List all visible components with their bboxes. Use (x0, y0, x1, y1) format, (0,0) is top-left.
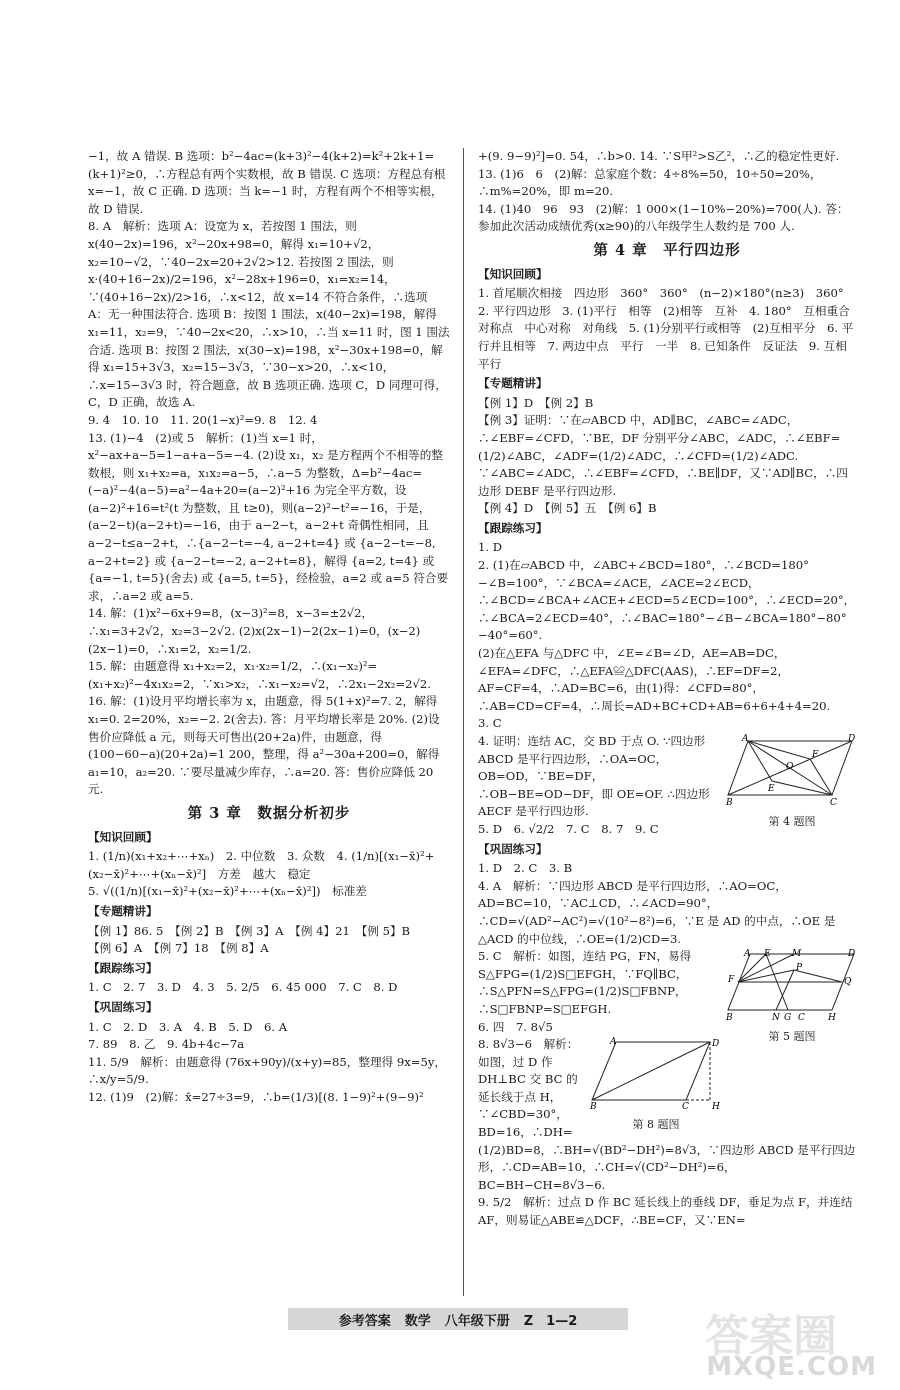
footer-grade: 八年级下册 (444, 1313, 510, 1329)
figure-5-caption: 第 5 题图 (768, 1029, 816, 1043)
section-heading: 【专题精讲】 (88, 903, 158, 918)
svg-text:P: P (796, 963, 803, 974)
svg-text:G: G (784, 1013, 792, 1024)
answer-13: 13. (1)−4 (2)或 5 解析：(1)当 x=1 时，x²−ax+a−5=1−a+a−5=−4. (2)设 x₁，x₂ 是方程两个不相等的整数根，则 x₁+x₂=a，x₁x₂=a−5，∴a−5 为整数，Δ=b²−4ac=(−a)²−4(a−5)=a²−4a+20=(a−2)²+16 为完全平方数，设(a−2)²+16=t²(t 为整数，且 t≥0)，则(a−2)²−t²=−16，于是，(a−2−t)(a−2+t)=−16，由于 a−2−t，a−2+t 奇偶性相同，且 a−2−t≤a−2+t，∴{a−2−t=−4, a−2+t=4} 或 {a−2−t=−8, a−2+t=2} 或 {a−2−t=−2, a−2+t=8}，解得 {a=2, t=4} 或 {a=−1, t=5}(舍去) 或 {a=5, t=5}，经检验，a=2 或 a=5 符合要求，∴a=2 或 a=5. (88, 430, 449, 603)
svg-text:F: F (728, 975, 735, 986)
consolidation-answers: 1. D 2. C 3. B (478, 861, 573, 876)
practice-answer: 3. C (478, 716, 502, 731)
consolidation-answer-8: 8. 8√3−6 解析：如图，过 D 作 DH⊥BC 交 BC 的延长线于点 H，∵∠CBD=30°，BD=16，∴DH=(1/2)BD=8，∴BH=√(BD²−DH²)=8√3，∵四边形 ABCD 是平行四边形，∴CD=AB=10，∴CH=√(CD²−DH²)=6，BC=BH−CH=8√3−6. (478, 1037, 856, 1192)
consolidation-answer-5: 5. C 解析：如图，连结 PG，FN，易得 S△FPG=(1/2)S□EFGH，∵FQ∥BC，∴S△PFN=S△FPG=(1/2)S□FBNP，∴S□FBNP=S□EFGH. (478, 949, 692, 1016)
svg-text:F: F (812, 750, 819, 760)
section-heading: 【跟踪练习】 (88, 960, 158, 975)
consolidation-answers: 7. 89 8. 乙 9. 4b+4c−7a (88, 1037, 245, 1052)
svg-text:Q: Q (844, 977, 852, 988)
parallelogram-figure (728, 735, 856, 807)
practice-answers: 5. D 6. √2/2 7. C 8. 7 9. C (478, 821, 659, 836)
review-answers: 1. (1/n)(x₁+x₂+⋯+xₙ) 2. 中位数 3. 众数 4. (1/n)[(x₁−x̄)²+(x₂−x̄)²+⋯+(xₙ−x̄)²] 方差 越大 稳定 (88, 849, 435, 881)
parallelogram-figure (728, 950, 856, 1022)
figure-5 (728, 950, 856, 1045)
svg-text:A: A (610, 1037, 617, 1048)
left-column (88, 148, 450, 1106)
watermark-site: MXQE.COM (706, 1352, 877, 1382)
parallelogram-figure (590, 1037, 720, 1113)
consolidation-answers: 11. 5/9 解析：由题意得 (76x+90y)/(x+y)=85，整理得 9x=5y，∴x/y=5/9. (88, 1054, 447, 1087)
example-answers: 【例 6】A 【例 7】18 【例 8】A (88, 941, 269, 956)
practice-answer-2: 2. (1)在▱ABCD 中，∠ABC+∠BCD=180°，∴∠BCD=180°−∠B=100°，∵∠BCA=∠ACE，∠ACE=2∠ECD，∴∠BCD=∠BCA+∠ACE+∠ECD=5∠ECD=100°，∴∠ECD=20°，∴∠BCA=2∠ECD=40°，∴∠BAC=180°−∠B−∠BCA=180°−80°−40°=60°. (478, 558, 856, 643)
svg-text:B: B (726, 1013, 733, 1024)
practice-answer: 1. D (478, 540, 503, 555)
figure-4-caption: 第 4 题图 (768, 814, 816, 828)
answer-14: 14. (1)40 96 93 (2)解：1 000×(1−10%−20%)=700(人). 答：参加此次活动成绩优秀(x≥90)的八年级学生人数约是 700 人. (478, 201, 849, 234)
footer-label: 参考答案 (338, 1313, 391, 1329)
answer-16: 16. 解：(1)设月平均增长率为 x，由题意，得 5(1+x)²=7. 2，解得 x₁=0. 2=20%，x₂=−2. 2(舍去). 答：月平均增长率是 20%. (2)设售价应降低 a 元，则每天可售出(20+2a)件，由题意，得(100−60−a)(20+2a)=1 200，整理，得 a²−30a+200=0，解得 a₁=10，a₂=20. ∵要尽量减少库存，∴a=20. 答：售价应降低 20 元. (88, 694, 440, 797)
svg-text:D: D (712, 1039, 720, 1050)
answers-9-12: 9. 4 10. 10 11. 20(1−x)²=9. 8 12. 4 (88, 412, 318, 427)
practice-answer-4: 4. 证明：连结 AC，交 BD 于点 O. ∵四边形 ABCD 是平行四边形，∴OA=OC，OB=OD，∵BE=DF，∴OB−BE=OD−DF，即 OE=OF. ∴四边形 AECF 是平行四边形. (478, 734, 710, 819)
consolidation-answers: 12. (1)9 (2)解：x̄=27÷3=9，∴b=(1/3)[(8. 1−9)²+(9−9)² (88, 1089, 424, 1104)
consolidation-answer-9: 9. 5/2 解析：过点 D 作 BC 延长线上的垂线 DF，垂足为点 F，并连结 AF，则易证△ABE≌△DCF，∴BE=CF，又∵EN= (478, 1195, 853, 1228)
svg-text:H: H (828, 1013, 836, 1024)
section-heading: 【知识回顾】 (88, 829, 158, 844)
svg-text:B: B (726, 798, 733, 808)
section-heading: 【专题精讲】 (478, 376, 548, 391)
section-heading: 【巩固练习】 (88, 999, 158, 1014)
footer-page-code: Z 1—2 (523, 1313, 578, 1329)
example-answers: 【例 1】D 【例 2】B (478, 395, 594, 410)
consolidation-answers: 1. C 2. D 3. A 4. B 5. D 6. A (88, 1019, 288, 1034)
review-answers: 1. 首尾顺次相接 四边形 360° 360° (n−2)×180°(n≥3) 360° 2. 平行四边形 3. (1)平行 相等 (2)相等 互补 4. 180° 互相重合 对称点 中心对称 对角线 5. (1)分别平行或相等 (2)互相平分 6. 平行并且相等 7. 两边中点 平行 一半 8. 已知条件 反证法 9. 互相平行 (478, 286, 862, 371)
svg-text:C: C (798, 1013, 805, 1024)
right-column (478, 148, 862, 1230)
example-answers: 【例 1】86. 5 【例 2】B 【例 3】A 【例 4】21 【例 5】B (88, 923, 411, 938)
chapter-3-title: 第 3 章 数据分析初步 (187, 804, 351, 822)
svg-text:O: O (786, 762, 794, 772)
answer-14: 14. 解：(1)x²−6x+9=8，(x−3)²=8，x−3=±2√2，∴x₁=3+2√2，x₂=3−2√2. (2)x(2x−1)−2(2x−1)=0，(x−2)(2x−1)=0，∴x₁=2，x₂=1/2. (88, 606, 421, 656)
example-3-proof: 【例 3】证明：∵在▱ABCD 中，AD∥BC，∠ABC=∠ADC，∴∠EBF=∠CFD，∵BE，DF 分别平分∠ABC，∠ADC，∴∠EBF=(1/2)∠ABC，∠ADF=(1/2)∠ADC，∴∠CFD=(1/2)∠ADC. ∵∠ABC=∠ADC，∴∠EBF=∠CFD，∴BE∥DF，又∵AD∥BC，∴四边形 DEBF 是平行四边形. (478, 413, 848, 498)
figure-8-caption: 第 8 题图 (632, 1117, 680, 1131)
review-answers: 5. √((1/n)[(x₁−x̄)²+(x₂−x̄)²+⋯+(xₙ−x̄)²]) 标准差 (88, 884, 367, 899)
consolidation-answers: 6. 四 7. 8√5 (478, 1019, 553, 1034)
consolidation-answer-4: 4. A 解析：∵四边形 ABCD 是平行四边形，∴AO=OC，AD=BC=10，∵AC⊥CD，∴∠ACD=90°，∴CD=√(AD²−AC²)=√(10²−8²)=6，∵E 是 AD 的中点，∴OE 是△ACD 的中位线，∴OE=(1/2)CD=3. (478, 878, 836, 946)
answer-8: 8. A 解析：选项 A：设宽为 x，若按图 1 围法，则 x(40−2x)=196，x²−20x+98=0，解得 x₁=10+√2，x₂=10−√2，∵40−2x=20+2√2>12. 若按图 2 围法，则 x·(40+16−2x)/2=196，x²−28x+196=0，x₁=x₂=14，∵(40+16−2x)/2>16，∴x<12，故 x=14 不符合条件，∴选项 A：无一种围法符合. 选项 B：按图 1 围法，x(40−2x)=198，解得 x₁=11，x₂=9，∵40−2x<20，∴x>10，∴当 x=11 时，图 1 围法合适. 选项 B：按图 2 围法，x(30−x)=198，x²−30x+198=0，解得 x₁=15+3√3，x₂=15−3√3，∵30−x>20，∴x<10，∴x=15−3√3 时，符合题意，故 B 选项正确. 选项 C，D 同理可得，C，D 正确，故选 A. (88, 219, 450, 410)
svg-text:M: M (792, 949, 802, 960)
svg-text:D: D (848, 949, 856, 960)
answer-12-tail: +(9. 9−9)²]=0. 54，∴b>0. 14. ∵S甲²>S乙²，∴乙的稳定性更好. (478, 149, 840, 163)
answer-13: 13. (1)6 6 (2)解：总家庭个数：4÷8%=50，10÷50=20%，∴m%=20%，即 m=20. (478, 166, 822, 199)
figure-8 (592, 1038, 720, 1133)
svg-text:N: N (772, 1013, 780, 1024)
svg-text:C: C (682, 1102, 689, 1113)
svg-text:E: E (764, 949, 771, 960)
section-heading: 【知识回顾】 (478, 266, 548, 281)
answer-15: 15. 解：由题意得 x₁+x₂=2，x₁·x₂=1/2，∴(x₁−x₂)²=(x₁+x₂)²−4x₁x₂=2，∵x₁>x₂，∴x₁−x₂=√2，∴2x₁−2x₂=2√2. (88, 659, 431, 691)
svg-text:D: D (848, 734, 856, 744)
practice-answers: 1. C 2. 7 3. D 4. 3 5. 2/5 6. 45 000 7. C 8. D (88, 980, 398, 995)
svg-text:C: C (830, 798, 837, 808)
footer-subject: 数学 (404, 1313, 431, 1329)
section-heading: 【巩固练习】 (478, 841, 548, 856)
chapter-4-title: 第 4 章 平行四边形 (593, 241, 741, 259)
section-heading: 【跟踪练习】 (478, 520, 548, 535)
answer-7-tail: −1，故 A 错误. B 选项：b²−4ac=(k+3)²−4(k+2)=k²+2k+1=(k+1)²≥0，∴方程总有两个实数根，故 B 错误. C 选项：方程总有根 x=−1，故 C 正确. D 选项：当 k=−1 时，方程有两个不相等实根，故 D 错误. (88, 149, 446, 216)
svg-text:H: H (712, 1102, 720, 1113)
svg-text:E: E (768, 784, 775, 794)
svg-text:B: B (590, 1102, 597, 1113)
watermark-big-text: 答案圈 (705, 1311, 837, 1362)
column-divider (463, 148, 464, 1296)
watermark-logo (695, 1300, 895, 1388)
figure-4 (728, 735, 856, 830)
svg-text:A: A (742, 734, 749, 744)
practice-answer-2-part2: (2)在△EFA 与△DFC 中，∠E=∠B=∠D，AE=AB=DC，∠EFA=∠DFC，∴△EFA≌△DFC(AAS)，∴EF=DF=2，AF=CF=4，∴AD=BC=6，由(1)得：∠CFD=80°，∴AB=CD=CF=4，∴周长=AD+BC+CD+AB=6+6+4+4=20. (478, 646, 831, 713)
example-answers: 【例 4】D 【例 5】五 【例 6】B (478, 501, 657, 516)
page-footer (288, 1308, 628, 1330)
svg-text:A: A (744, 949, 751, 960)
